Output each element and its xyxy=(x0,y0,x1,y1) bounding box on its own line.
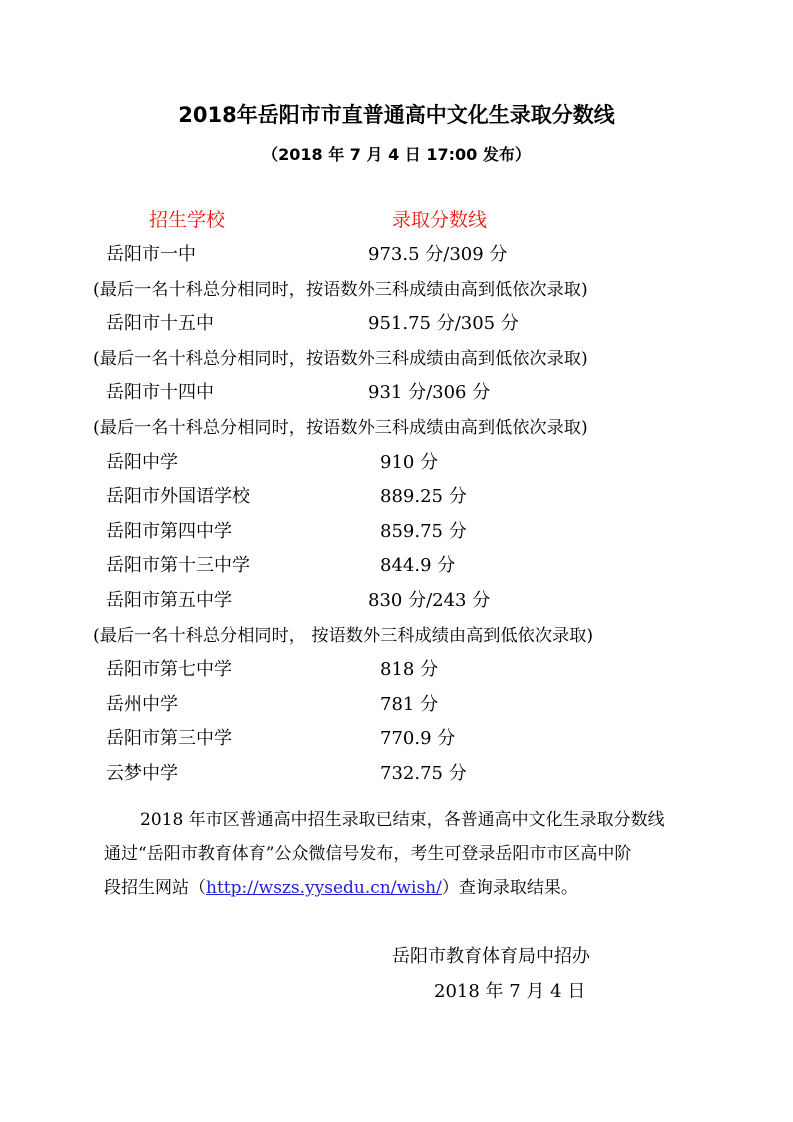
school-row xyxy=(0,482,793,517)
school-row xyxy=(0,448,793,483)
school-name: 岳阳市第四中学 xyxy=(106,520,232,542)
document-title: 2018年岳阳市市直普通高中文化生录取分数线 xyxy=(178,103,615,127)
school-row xyxy=(0,551,793,586)
school-name: 岳州中学 xyxy=(106,693,178,715)
cutoff-score: 931 分/306 分 xyxy=(368,382,491,404)
cutoff-score: 732.75 分 xyxy=(380,762,467,784)
tie-break-note: (最后一名十科总分相同时，按语数外三科成绩由高到低依次录取) xyxy=(93,417,588,438)
school-name: 岳阳市十五中 xyxy=(106,313,214,335)
school-row xyxy=(0,724,793,759)
cutoff-score: 889.25 分 xyxy=(380,486,467,508)
school-name: 岳阳市一中 xyxy=(106,244,196,265)
school-row xyxy=(0,690,793,725)
tie-break-note: (最后一名十科总分相同时， 按语数外三科成绩由高到低依次录取) xyxy=(93,625,594,646)
notice-line: 2018 年市区普通高中招生录取已结束，各普通高中文化生录取分数线 xyxy=(140,810,665,830)
cutoff-score: 910 分 xyxy=(380,451,439,473)
column-header-score: 录取分数线 xyxy=(392,209,488,231)
score-list xyxy=(0,240,793,794)
release-time: （2018 年 7 月 4 日 17:00 发布） xyxy=(262,145,531,164)
school-name: 岳阳市十四中 xyxy=(106,382,214,404)
school-row xyxy=(0,517,793,552)
tie-break-note-row xyxy=(0,413,793,448)
school-row xyxy=(0,378,793,413)
tie-break-note: (最后一名十科总分相同时，按语数外三科成绩由高到低依次录取) xyxy=(93,348,588,369)
school-name: 岳阳市第七中学 xyxy=(106,659,232,681)
cutoff-score: 830 分/243 分 xyxy=(368,589,491,611)
school-name: 岳阳市外国语学校 xyxy=(106,486,250,508)
notice-paragraph xyxy=(104,803,716,905)
school-row xyxy=(0,759,793,794)
school-row xyxy=(0,586,793,621)
school-name: 岳阳市第五中学 xyxy=(106,589,232,611)
school-name: 云梦中学 xyxy=(106,762,178,784)
school-row xyxy=(0,655,793,690)
school-row xyxy=(0,240,793,275)
cutoff-score: 973.5 分/309 分 xyxy=(368,244,508,265)
cutoff-score: 770.9 分 xyxy=(380,728,456,750)
cutoff-score: 781 分 xyxy=(380,693,439,715)
school-name: 岳阳中学 xyxy=(106,451,178,473)
tie-break-note: (最后一名十科总分相同时，按语数外三科成绩由高到低依次录取) xyxy=(93,279,588,300)
tie-break-note-row xyxy=(0,344,793,379)
school-row xyxy=(0,309,793,344)
notice-line xyxy=(104,871,716,905)
tie-break-note-row xyxy=(0,621,793,656)
notice-text: 段招生网站（ xyxy=(104,878,206,898)
school-name: 岳阳市第三中学 xyxy=(106,728,232,750)
column-header-school: 招生学校 xyxy=(149,209,226,231)
issuing-office: 岳阳市教育体育局中招办 xyxy=(392,946,590,967)
notice-line: 通过“岳阳市教育体育”公众微信号发布，考生可登录岳阳市市区高中阶 xyxy=(104,844,632,864)
enrollment-website-link[interactable]: http://wszs.yysedu.cn/wish/ xyxy=(206,878,442,898)
issue-date: 2018 年 7 月 4 日 xyxy=(434,981,586,1002)
cutoff-score: 818 分 xyxy=(380,659,439,681)
tie-break-note-row xyxy=(0,275,793,310)
cutoff-score: 859.75 分 xyxy=(380,520,467,542)
notice-text: ）查询录取结果。 xyxy=(441,878,578,898)
cutoff-score: 844.9 分 xyxy=(380,555,456,577)
school-name: 岳阳市第十三中学 xyxy=(106,555,250,577)
cutoff-score: 951.75 分/305 分 xyxy=(368,313,519,335)
